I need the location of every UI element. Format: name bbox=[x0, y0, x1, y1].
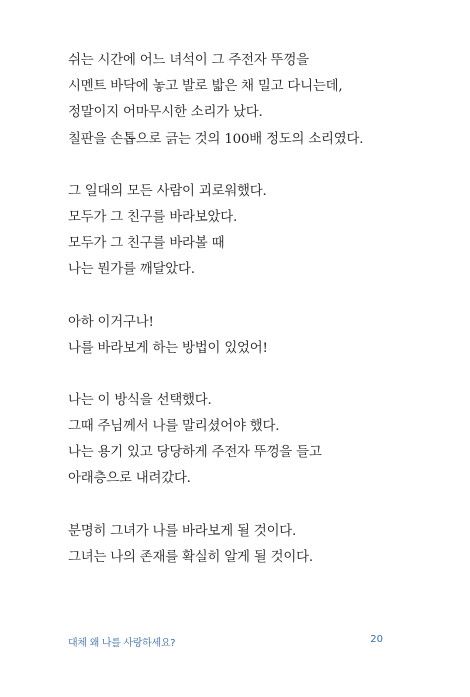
stanza-1 bbox=[68, 48, 428, 153]
text-line: 모두가 그 친구를 바라보았다. bbox=[68, 209, 238, 225]
text-line: 나를 바라보게 하는 방법이 있었어! bbox=[68, 340, 268, 356]
stanza-4 bbox=[68, 388, 428, 493]
running-footer-title: 대체 왜 나를 사랑하세요? bbox=[68, 638, 176, 649]
text-line: 모두가 그 친구를 바라볼 때 bbox=[68, 236, 225, 252]
text-line: 그 일대의 모든 사람이 괴로워했다. bbox=[68, 183, 267, 199]
stanza-3 bbox=[68, 310, 428, 362]
text-line: 칠판을 손톱으로 긁는 것의 100배 정도의 소리였다. bbox=[68, 131, 364, 147]
text-line: 쉬는 시간에 어느 녀석이 그 주전자 뚜껑을 bbox=[68, 53, 309, 68]
text-line: 시멘트 바닥에 놓고 발로 밟은 채 밀고 다니는데, bbox=[68, 79, 343, 95]
text-line: 정말이지 어마무시한 소리가 났다. bbox=[68, 105, 263, 121]
text-line: 아하 이거구나! bbox=[68, 314, 154, 330]
text-line: 나는 뭔가를 깨달았다. bbox=[68, 262, 195, 278]
page-number: 20 bbox=[370, 634, 383, 645]
stanza-2 bbox=[68, 179, 428, 284]
text-line: 나는 이 방식을 선택했다. bbox=[68, 392, 212, 408]
body-text bbox=[68, 48, 428, 597]
stanza-5 bbox=[68, 519, 428, 571]
text-line: 나는 용기 있고 당당하게 주전자 뚜껑을 들고 bbox=[68, 445, 322, 461]
text-line: 그녀는 나의 존재를 확실히 알게 될 것이다. bbox=[68, 549, 313, 565]
text-line: 그때 주님께서 나를 말리셨어야 했다. bbox=[68, 419, 280, 435]
text-line: 분명히 그녀가 나를 바라보게 될 것이다. bbox=[68, 523, 297, 539]
text-line: 아래층으로 내려갔다. bbox=[68, 471, 191, 487]
